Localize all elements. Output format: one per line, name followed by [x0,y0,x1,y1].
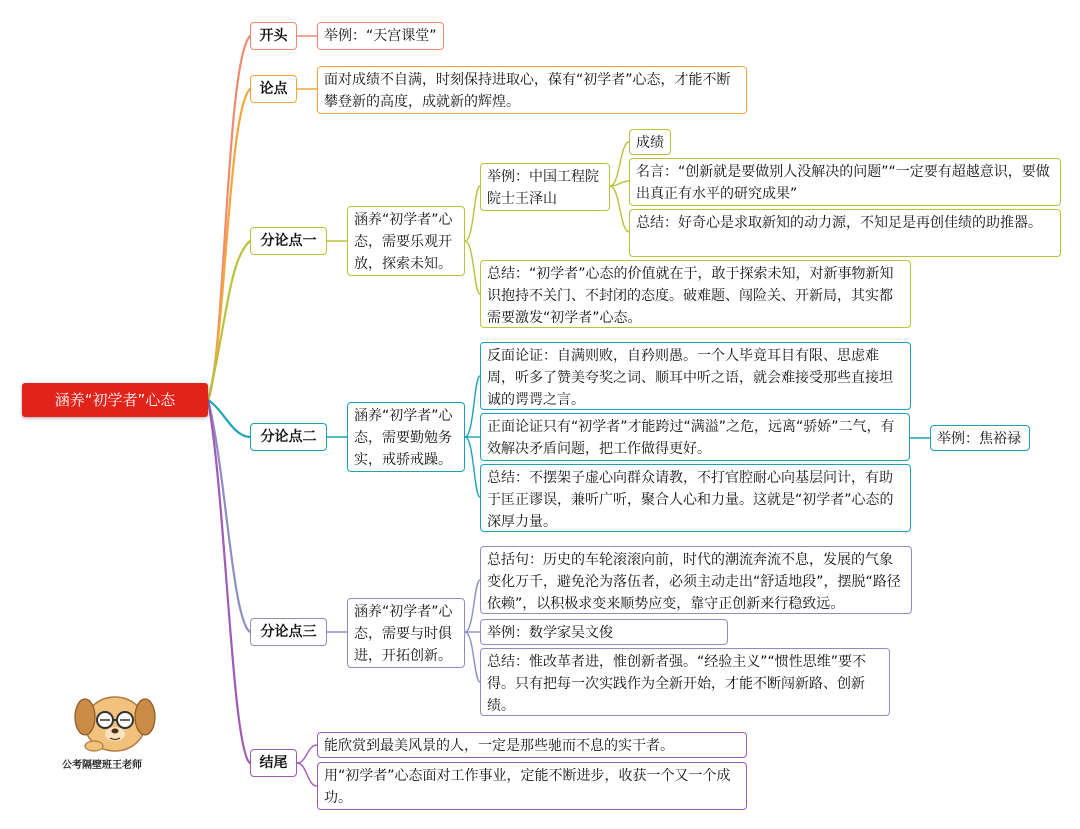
sub2-positive-example[interactable]: 举例：焦裕禄 [930,425,1030,451]
sub1-ex-item[interactable]: 名言：“创新就是要做别人没解决的问题”“一定要有超越意识，要做出真正有水平的研究成果” [629,158,1061,206]
sub3-summary[interactable]: 总结：惟改革者进，惟创新者强。“经验主义”“惯性思维”要不得。只有把每一次实践作为全新开始，才能不断闯新路、创新绩。 [480,648,890,716]
dog-mascot-icon [70,684,160,754]
sub3-example[interactable]: 举例：数学家吴文俊 [480,619,728,645]
link-sub1 [208,241,250,400]
sub2-positive[interactable]: 正面论证只有“初学者”才能跨过“满溢”之危，远离“骄娇”二气，有效解决矛盾问题，把工作做得更好。 [480,413,910,461]
ending-line[interactable]: 用“初学者”心态面对工作事业，定能不断进步，收获一个又一个成功。 [317,762,747,810]
branch-sub1[interactable]: 分论点一 [250,227,327,255]
sub1-claim[interactable]: 涵养“初学者”心态，需要乐观开放，探索未知。 [347,206,465,276]
sub2-summary[interactable]: 总结：不摆架子虚心向群众请教，不打官腔耐心向基层问计，有助于匡正谬误，兼听广听，聚合人心和力量。这就是“初学者”心态的深厚力量。 [480,464,911,532]
branch-opening[interactable]: 开头 [250,22,297,50]
ending-line[interactable]: 能欣赏到最美风景的人，一定是那些驰而不息的实干者。 [317,732,747,758]
sub2-claim[interactable]: 涵养“初学者”心态，需要勤勉务实，戒骄戒躁。 [347,402,465,472]
sub1-summary[interactable]: 总结：“初学者”心态的价值就在于，敢于探索未知，对新事物新知识抱持不关门、不封闭的态度。破难题、闯险关、开新局，其实都需要激发“初学者”心态。 [480,260,911,328]
sub3-claim[interactable]: 涵养“初学者”心态，需要与时俱进，开拓创新。 [347,598,465,668]
link-opening [208,36,250,400]
thesis-text[interactable]: 面对成绩不自满，时刻保持进取心，葆有“初学者”心态，才能不断攀登新的高度，成就新的辉煌。 [317,66,747,114]
link-sub2 [208,400,250,437]
branch-sub2[interactable]: 分论点二 [250,423,327,451]
sub1-ex-item[interactable]: 总结：好奇心是求取新知的动力源，不知足是再创佳绩的助推器。 [629,209,1061,257]
sub1-example[interactable]: 举例：中国工程院院士王泽山 [480,163,610,211]
branch-ending[interactable]: 结尾 [250,749,297,777]
link-sub3 [208,400,250,632]
sub2-negative[interactable]: 反面论证：自满则败，自矜则愚。一个人毕竟耳目有限、思虑难周，听多了赞美夸奖之词、顺耳中听之语，就会难接受那些直接坦诚的谔谔之言。 [480,342,911,410]
branch-sub3[interactable]: 分论点三 [250,618,327,646]
root-topic[interactable]: 涵养“初学者”心态 [22,383,208,417]
opening-example[interactable]: 举例：“天宫课堂” [317,22,444,50]
link-ending [208,400,250,763]
link-thesis [208,89,250,400]
watermark-caption: 公考隔壁班王老师 [62,760,142,771]
sub1-ex-item[interactable]: 成绩 [629,129,671,155]
sub3-topic[interactable]: 总括句：历史的车轮滚滚向前，时代的潮流奔流不息，发展的气象变化万千，避免沦为落伍者，必须主动走出“舒适地段”，摆脱“路径依赖”，以积极求变来顺势应变，靠守正创新来行稳致远。 [480,546,912,614]
branch-thesis[interactable]: 论点 [250,75,297,103]
